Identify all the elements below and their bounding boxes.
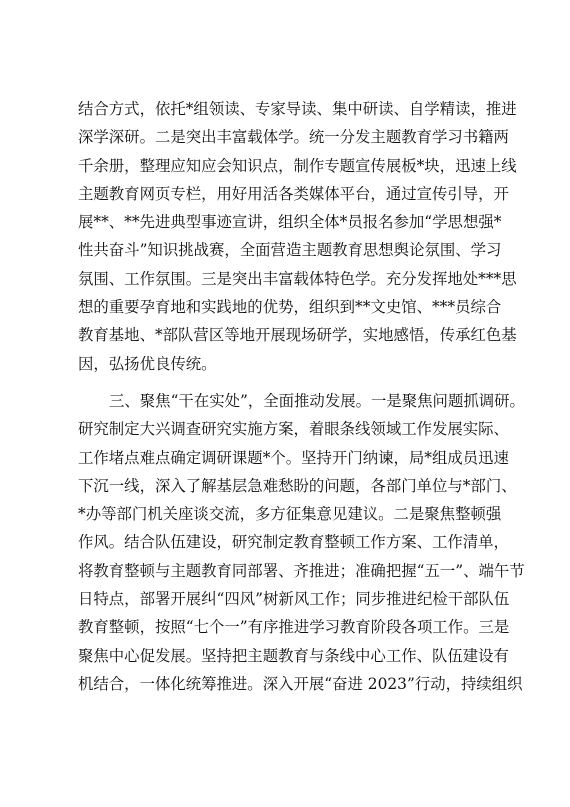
- text-line: 氛围、工作氛围。三是突出丰富载体特色学。充分发挥地处***思: [78, 269, 517, 288]
- text-line: 日特点，部署开展纠“四风”树新风工作；同步推进纪检干部队伍: [78, 590, 510, 609]
- text-line: 工作堵点难点确定调研课题*个。坚持开门纳谏，局*组成员迅速: [78, 448, 509, 467]
- text-line: 千余册，整理应知应会知识点，制作专题宣传展板*块，迅速上线: [78, 156, 517, 175]
- paragraph-1: [78, 95, 517, 378]
- text-line: 教育整顿，按照“七个一”有序推进学习教育阶段各项工作。三是: [78, 618, 510, 637]
- body-text: [78, 95, 525, 698]
- text-line: 主题教育网页专栏，用好用活各类媒体平台，通过宣传引导，开: [78, 184, 509, 203]
- text-line: 聚焦中心促发展。坚持把主题教育与条线中心工作、队伍建设有: [78, 646, 509, 665]
- text-line: *办等部门机关座谈交流，多方征集意见建议。二是聚焦整顿强: [78, 505, 502, 524]
- text-line: 下沉一线，深入了解基层急难愁盼的问题，各部门单位与*部门、: [78, 476, 517, 495]
- text-line: 教育基地、*部队营区等地开展现场研学，实地感悟，传承红色基: [78, 326, 517, 345]
- text-line: 研究制定大兴调查研究实施方案，着眼条线领域工作发展实际、: [78, 420, 509, 439]
- text-line: 性共奋斗”知识挑战赛，全面营造主题教育思想舆论氛围、学习: [78, 241, 502, 260]
- text-line: 作风。结合队伍建设，研究制定教育整顿工作方案、工作清单，: [78, 533, 509, 552]
- text-line: 想的重要孕育地和实践地的优势，组织到**文史馆、***员综合: [78, 298, 502, 317]
- text-line: 因，弘扬优良传统。: [78, 354, 217, 373]
- text-line: 结合方式，依托*组领读、专家导读、集中研读、自学精读，推进: [78, 100, 517, 118]
- paragraph-2: [78, 387, 525, 698]
- text-line: 将教育整顿与主题教育同部署、齐推进；准确把握“五一”、端午节: [78, 561, 525, 580]
- paragraph-gap: [78, 378, 498, 387]
- text-line: 三、聚焦“干在实处”，全面推动发展。一是聚焦问题抓调研。: [109, 391, 525, 410]
- text-line: 展**、**先进典型事迹宣讲，组织全体*员报名参加“学思想强*: [78, 213, 502, 232]
- text-line: 深学深研。二是突出丰富载体学。统一分发主题教育学习书籍两: [78, 128, 509, 147]
- text-line: 机结合，一体化统筹推进。深入开展“奋进 2023”行动，持续组织: [78, 674, 523, 693]
